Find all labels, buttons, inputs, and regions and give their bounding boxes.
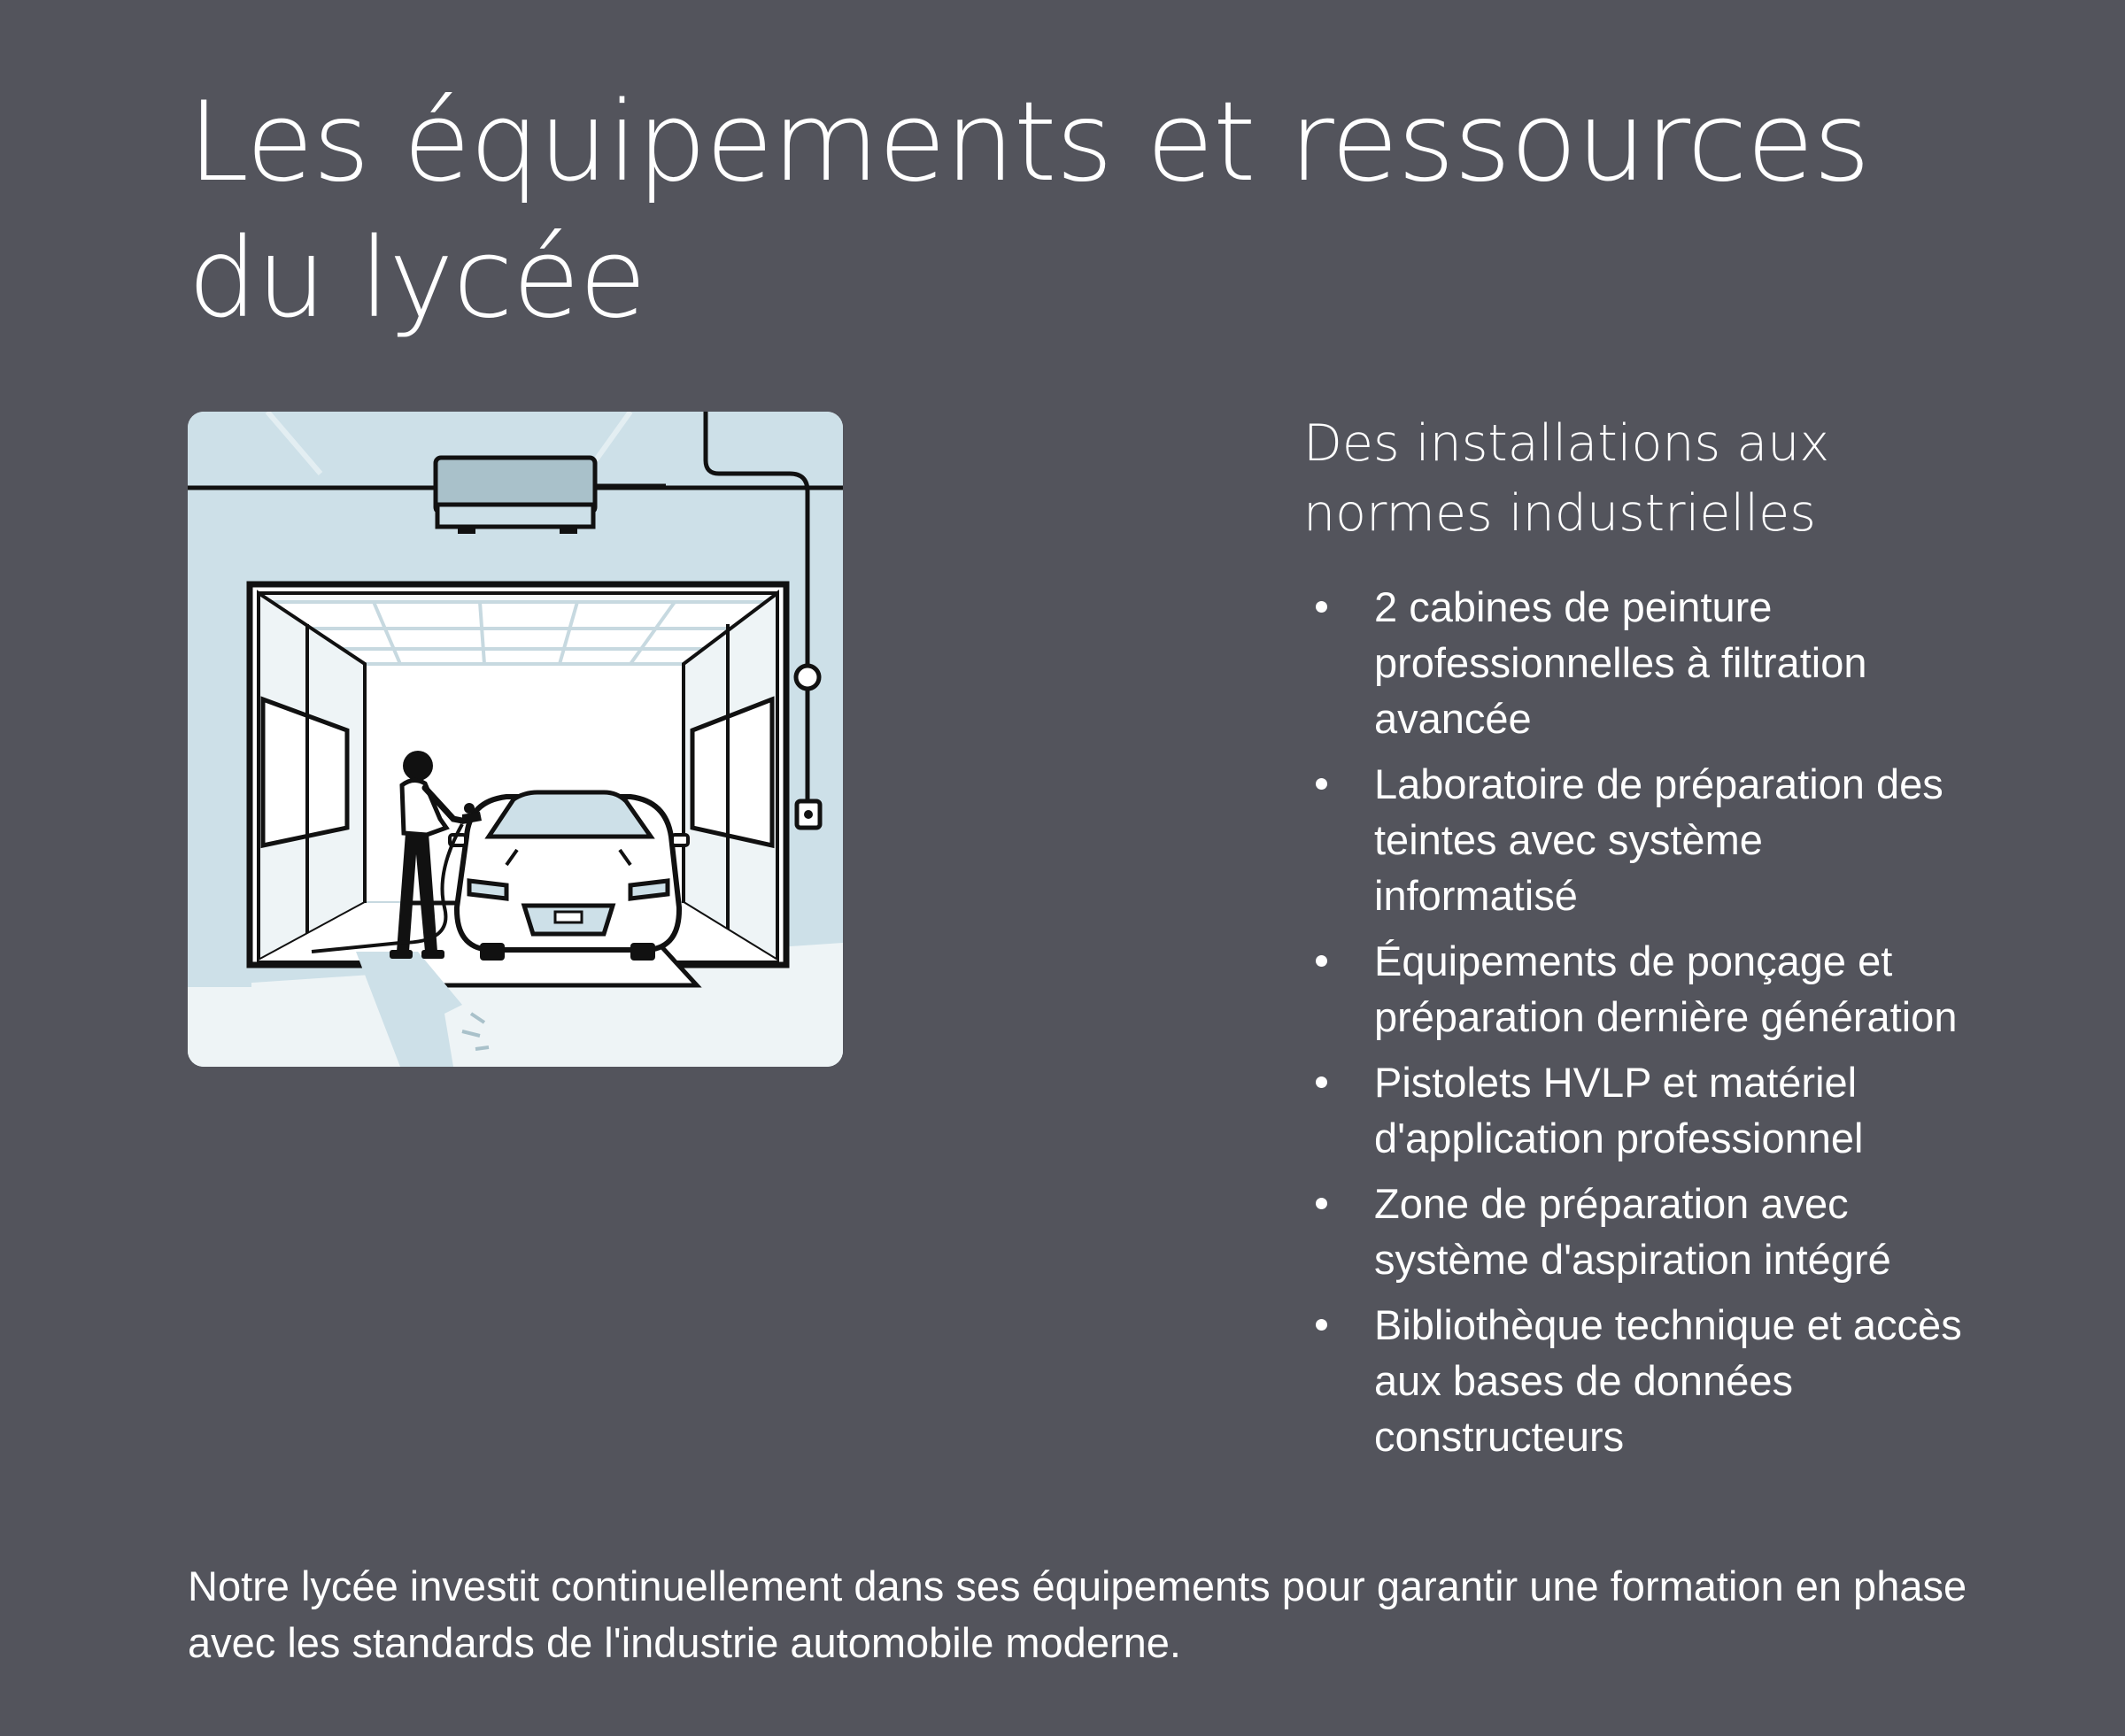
page-title: Les équipements et ressources du lycée xyxy=(188,79,1870,343)
bullet-icon xyxy=(1316,778,1327,790)
list-item-text: Pistolets HVLP et matériel d'application professionnel xyxy=(1374,1059,1864,1161)
footer-text: Notre lycée investit continuellement dans ses équipements pour garantir une formation en phase avec les standards de l'industrie automobile moderne. xyxy=(188,1562,1967,1666)
list-item xyxy=(1303,1297,1976,1464)
bullet-icon xyxy=(1316,601,1327,613)
bullet-icon xyxy=(1316,1198,1327,1209)
paint-booth-illustration xyxy=(188,412,843,1067)
paint-booth-icon xyxy=(188,412,843,1067)
bullet-icon xyxy=(1316,955,1327,967)
list-item-text: 2 cabines de peinture professionnelles à filtration avancée xyxy=(1374,583,1867,742)
list-item-text: Bibliothèque technique et accès aux bases de données constructeurs xyxy=(1374,1301,1962,1460)
list-item-text: Équipements de ponçage et préparation dernière génération xyxy=(1374,937,1958,1040)
list-item-text: Laboratoire de préparation des teintes avec système informatisé xyxy=(1374,760,1943,919)
list-item xyxy=(1303,1176,1976,1287)
bullet-icon xyxy=(1316,1319,1327,1331)
list-item xyxy=(1303,1054,1976,1166)
equipment-section xyxy=(1303,409,1976,1474)
section-subtitle: Des installations aux normes industrielles xyxy=(1303,414,1830,543)
list-item-text: Zone de préparation avec système d'aspiration intégré xyxy=(1374,1180,1891,1283)
bullet-icon xyxy=(1316,1076,1327,1088)
list-item xyxy=(1303,756,1976,923)
list-item xyxy=(1303,933,1976,1045)
equipment-list xyxy=(1303,579,1976,1464)
list-item xyxy=(1303,579,1976,746)
